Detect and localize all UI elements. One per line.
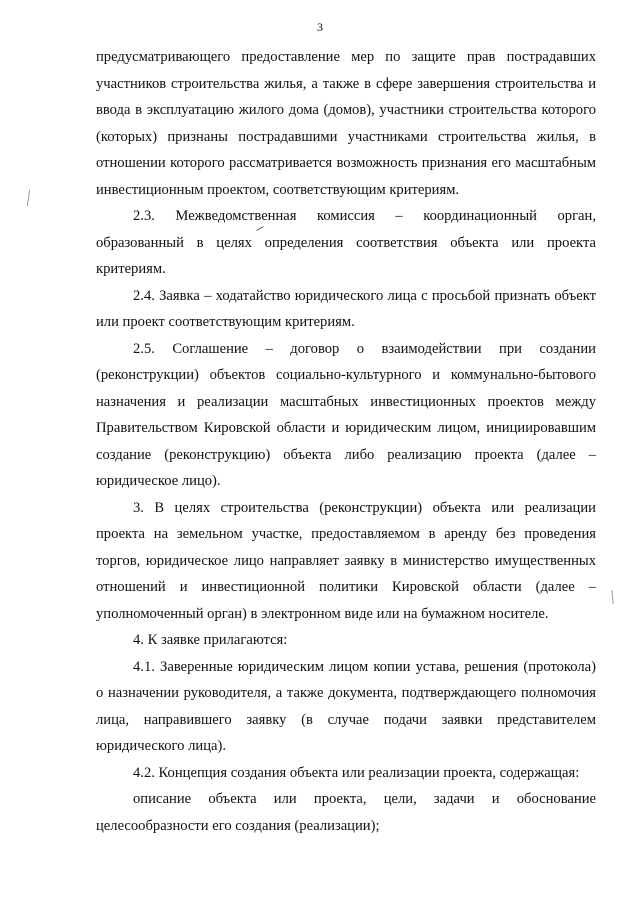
scan-margin-mark	[27, 190, 30, 206]
paragraph-4: 4. К заявке прилагаются:	[133, 632, 288, 648]
paragraph-3: 3. В целях строительства (реконструкции) объекта или реализации проекта на земельном участке, предоставляемом в аренду без проведения торгов, юридическое лицо направляет заявку в министерство имущественных отношений и инвестиционной политики Кировской области (далее – уполномоченный орган) в электронном виде или на бумажном носителе.	[96, 499, 596, 622]
paragraph-4-1: 4.1. Заверенные юридическим лицом копии устава, решения (протокола) о назначении руководителя, а также документа, подтверждающего полномочия лица, направившего заявку (в случае подачи заявки представителем юридического лица).	[96, 658, 596, 754]
paragraph-4-2-item: описание объекта или проекта, цели, задачи и обоснование целесообразности его создания (реализации);	[96, 791, 596, 834]
scan-margin-mark	[611, 590, 613, 604]
paragraph-2-4: 2.4. Заявка – ходатайство юридического лица с просьбой признать объект или проект соответствующим критериям.	[96, 287, 596, 330]
paragraph-2-5: 2.5. Соглашение – договор о взаимодействии при создании (реконструкции) объектов социально-культурного и коммунально-бытового назначения и реализации масштабных инвестиционных проектов между Правительством Кировской области и юридическим лицом, инициировавшим создание (реконструкцию) объекта либо реализацию проекта (далее – юридическое лицо).	[96, 340, 596, 489]
paragraph-continuation: предусматривающего предоставление мер по защите прав пострадавших участников строительства жилья, а также в сфере завершения строительства и ввода в эксплуатацию жилого дома (домов), участники строительства которого (которых) признаны пострадавшими участниками строительства жилья, в отношении которого рассматривается возможность признания его масштабным инвестиционным проектом, соответствующим критериям.	[96, 49, 596, 198]
paragraph-2-3: 2.3. Межведомственная комиссия – координационный орган, образованный в целях определения соответствия объекта или проекта критериям.	[96, 208, 596, 277]
document-body	[96, 44, 596, 839]
page-number: 3	[317, 20, 323, 34]
paragraph-4-2: 4.2. Концепция создания объекта или реализации проекта, содержащая:	[133, 764, 580, 781]
